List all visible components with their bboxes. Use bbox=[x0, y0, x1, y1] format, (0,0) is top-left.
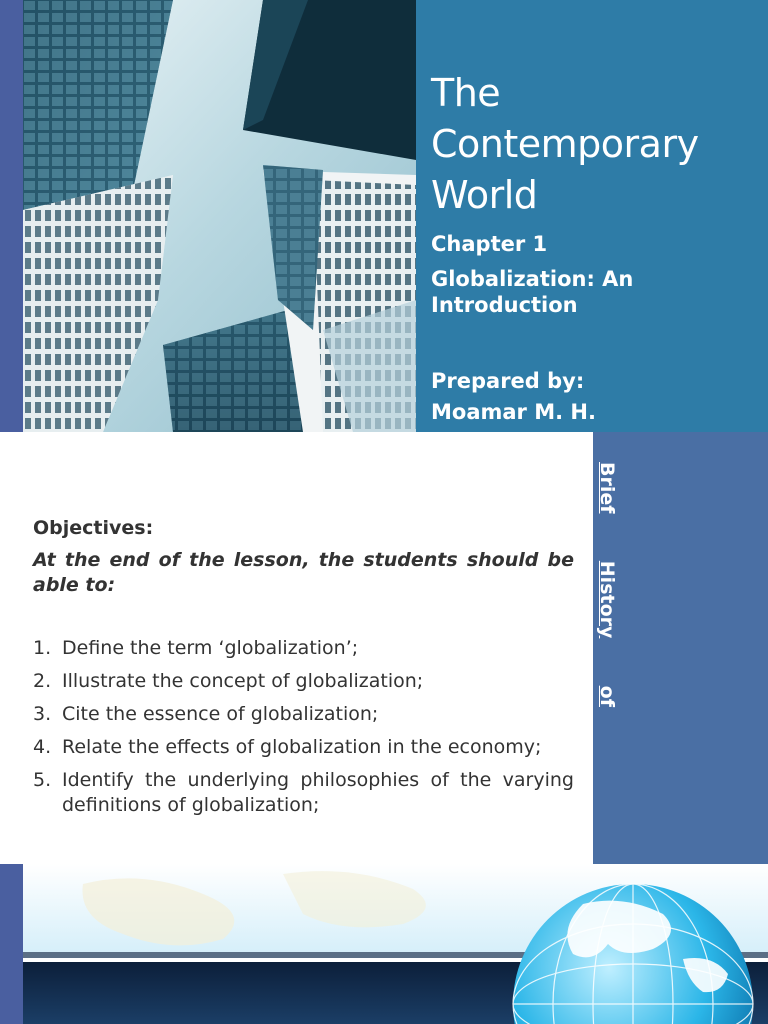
side-title-word: History bbox=[596, 560, 618, 639]
objectives-intro: At the end of the lesson, the students should be able to: bbox=[33, 549, 574, 596]
list-item bbox=[33, 702, 574, 727]
prepared-by bbox=[431, 366, 596, 428]
slide-title bbox=[431, 68, 761, 221]
prepared-label: Prepared by: bbox=[431, 369, 585, 393]
list-text: Define the term ‘globalization’; bbox=[62, 637, 359, 659]
title-line: World bbox=[431, 173, 538, 217]
globe-slide bbox=[0, 864, 768, 1024]
list-item bbox=[33, 636, 574, 661]
list-text: Relate the effects of globalization in the economy; bbox=[62, 736, 542, 758]
title-line: The bbox=[431, 71, 501, 115]
title-block bbox=[431, 68, 761, 318]
slide-subtitle: Globalization: An Introduction bbox=[431, 267, 634, 317]
list-number: 2. bbox=[33, 670, 52, 692]
globe-banner-image bbox=[23, 864, 768, 1024]
list-number: 4. bbox=[33, 736, 52, 758]
author-name: Moamar M. H. bbox=[431, 400, 596, 424]
title-line: Contemporary bbox=[431, 122, 699, 166]
list-text: Identify the underlying philosophies of the varying definitions of globalization; bbox=[62, 769, 574, 816]
list-number: 5. bbox=[33, 769, 52, 791]
title-slide bbox=[0, 0, 768, 432]
list-number: 1. bbox=[33, 637, 52, 659]
chapter-label: Chapter 1 bbox=[431, 232, 548, 256]
list-text: Cite the essence of globalization; bbox=[62, 703, 379, 725]
left-accent-strip bbox=[0, 864, 23, 1024]
list-item bbox=[33, 735, 574, 760]
side-title-word: Brief bbox=[596, 462, 618, 514]
list-number: 3. bbox=[33, 703, 52, 725]
objectives-heading: Objectives: bbox=[33, 517, 154, 539]
vertical-side-title bbox=[596, 462, 618, 707]
list-text: Illustrate the concept of globalization; bbox=[62, 670, 424, 692]
objectives-slide bbox=[0, 432, 768, 864]
side-panel bbox=[593, 432, 768, 864]
side-title-word: of bbox=[596, 685, 618, 707]
skyscrapers-photo bbox=[23, 0, 416, 432]
left-accent-strip bbox=[0, 0, 23, 432]
list-item bbox=[33, 768, 574, 818]
objectives-list bbox=[33, 636, 574, 826]
list-item bbox=[33, 669, 574, 694]
